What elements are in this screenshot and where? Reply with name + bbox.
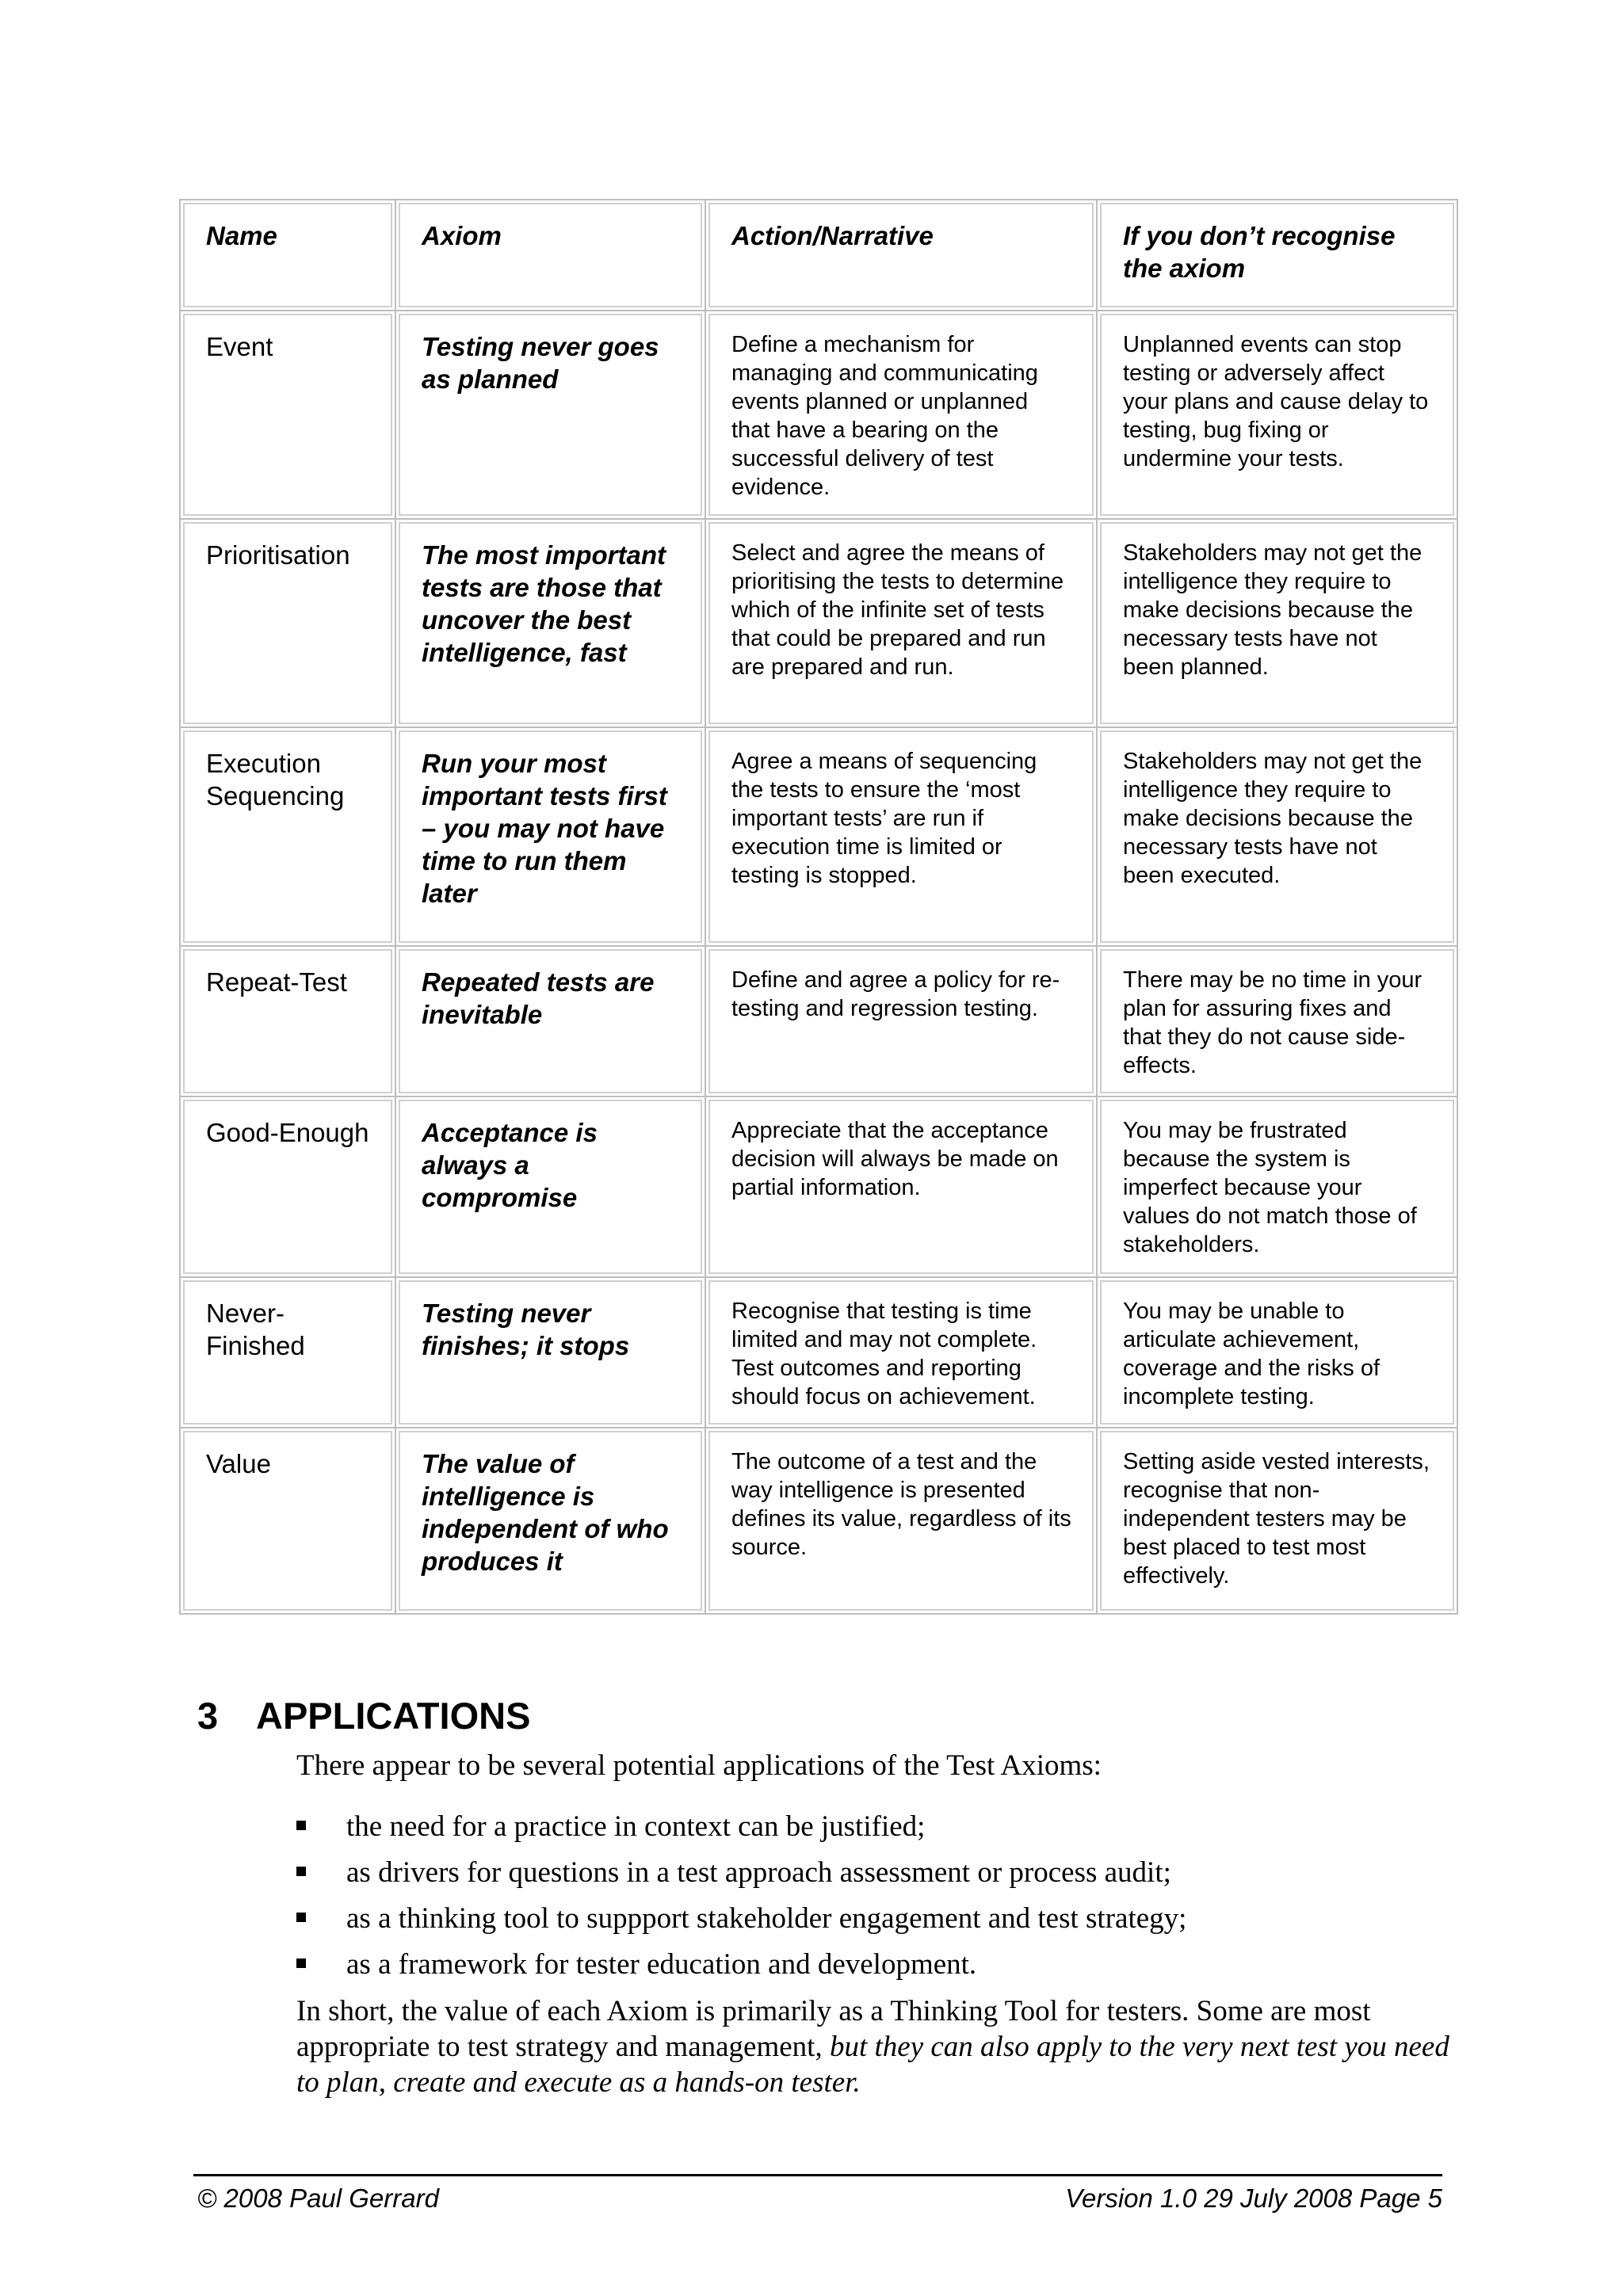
row-if-not: There may be no time in your plan for assuring fixes and that they do not cause side-effects. (1097, 946, 1457, 1097)
row-if-not: You may be unable to articulate achievement, coverage and the risks of incomplete testing. (1097, 1277, 1457, 1428)
row-axiom: Repeated tests are inevitable (395, 946, 705, 1097)
list-item (296, 1947, 1445, 1993)
row-action: Define a mechanism for managing and communicating events planned or unplanned that have a bearing on the successful delivery of test evidence. (705, 311, 1097, 519)
row-axiom: The most important tests are those that uncover the best intelligence, fast (395, 519, 705, 727)
footer-version-page: Version 1.0 29 July 2008 Page 5 (1065, 2183, 1442, 2213)
row-name: Event (180, 311, 395, 519)
section-title: APPLICATIONS (256, 1695, 531, 1737)
footer-copyright: © 2008 Paul Gerrard (197, 2183, 439, 2213)
list-item-text: the need for a practice in context can be justified; (346, 1810, 926, 1843)
table-row (180, 1428, 1457, 1614)
table-row (180, 311, 1457, 519)
row-action: Recognise that testing is time limited and may not complete. Test outcomes and reporting should focus on achievement. (705, 1277, 1097, 1428)
list-item (296, 1901, 1445, 1947)
table-row (180, 1277, 1457, 1428)
row-if-not: Stakeholders may not get the intelligence they require to make decisions because the necessary tests have not been executed. (1097, 727, 1457, 946)
axioms-table (179, 199, 1458, 1615)
section-number: 3 (197, 1695, 219, 1737)
square-bullet-icon (296, 1867, 306, 1876)
header-name: Name (180, 200, 395, 311)
list-item-text: as drivers for questions in a test approach assessment or process audit; (346, 1856, 1171, 1889)
table-row (180, 1097, 1457, 1277)
list-item-text: as a thinking tool to suppport stakeholder engagement and test strategy; (346, 1902, 1187, 1935)
row-axiom: Run your most important tests first – you may not have time to run them later (395, 727, 705, 946)
summary-plain-text: In short, the value of each Axiom is primarily as a Thinking Tool for testers. Some are most appropriate to test strategy and management, (296, 1995, 1371, 2063)
table-row (180, 727, 1457, 946)
section-heading (197, 1694, 530, 1738)
row-action: The outcome of a test and the way intelligence is presented defines its value, regardless of its source. (705, 1428, 1097, 1614)
row-name: Execution Sequencing (180, 727, 395, 946)
table-row (180, 519, 1457, 727)
row-axiom: Acceptance is always a compromise (395, 1097, 705, 1277)
row-axiom: The value of intelligence is independent of who produces it (395, 1428, 705, 1614)
row-name: Prioritisation (180, 519, 395, 727)
row-if-not: Stakeholders may not get the intelligence they require to make decisions because the necessary tests have not been planned. (1097, 519, 1457, 727)
header-axiom: Axiom (395, 200, 705, 311)
square-bullet-icon (296, 1913, 306, 1922)
applications-list (296, 1809, 1445, 1993)
row-name: Value (180, 1428, 395, 1614)
footer-divider (193, 2174, 1442, 2176)
row-name: Good-Enough (180, 1097, 395, 1277)
table-row (180, 946, 1457, 1097)
list-item (296, 1809, 1445, 1855)
square-bullet-icon (296, 1821, 306, 1830)
row-if-not: Unplanned events can stop testing or adversely affect your plans and cause delay to testing, bug fixing or undermine your tests. (1097, 311, 1457, 519)
header-action: Action/Narrative (705, 200, 1097, 311)
header-if-not-recognised: If you don’t recognise the axiom (1097, 200, 1457, 311)
summary-italic-text: but they can also apply to the very next test you need to plan, create and execute as a hands-on tester. (296, 2031, 1449, 2099)
row-axiom: Testing never finishes; it stops (395, 1277, 705, 1428)
section-summary (296, 1993, 1453, 2100)
row-action: Select and agree the means of prioritising the tests to determine which of the infinite set of tests that could be prepared and run are prepared and run. (705, 519, 1097, 727)
list-item-text: as a framework for tester education and development. (346, 1948, 977, 1981)
row-axiom: Testing never goes as planned (395, 311, 705, 519)
row-action: Appreciate that the acceptance decision will always be made on partial information. (705, 1097, 1097, 1277)
square-bullet-icon (296, 1958, 306, 1968)
list-item (296, 1855, 1445, 1901)
row-action: Agree a means of sequencing the tests to ensure the ‘most important tests’ are run if execution time is limited or testing is stopped. (705, 727, 1097, 946)
row-action: Define and agree a policy for re-testing and regression testing. (705, 946, 1097, 1097)
row-if-not: Setting aside vested interests, recognise that non-independent testers may be best placed to test most effectively. (1097, 1428, 1457, 1614)
row-name: Repeat-Test (180, 946, 395, 1097)
row-if-not: You may be frustrated because the system is imperfect because your values do not match those of stakeholders. (1097, 1097, 1457, 1277)
table-header-row (180, 200, 1457, 311)
section-intro: There appear to be several potential applications of the Test Axioms: (296, 1749, 1102, 1782)
row-name: Never-Finished (180, 1277, 395, 1428)
